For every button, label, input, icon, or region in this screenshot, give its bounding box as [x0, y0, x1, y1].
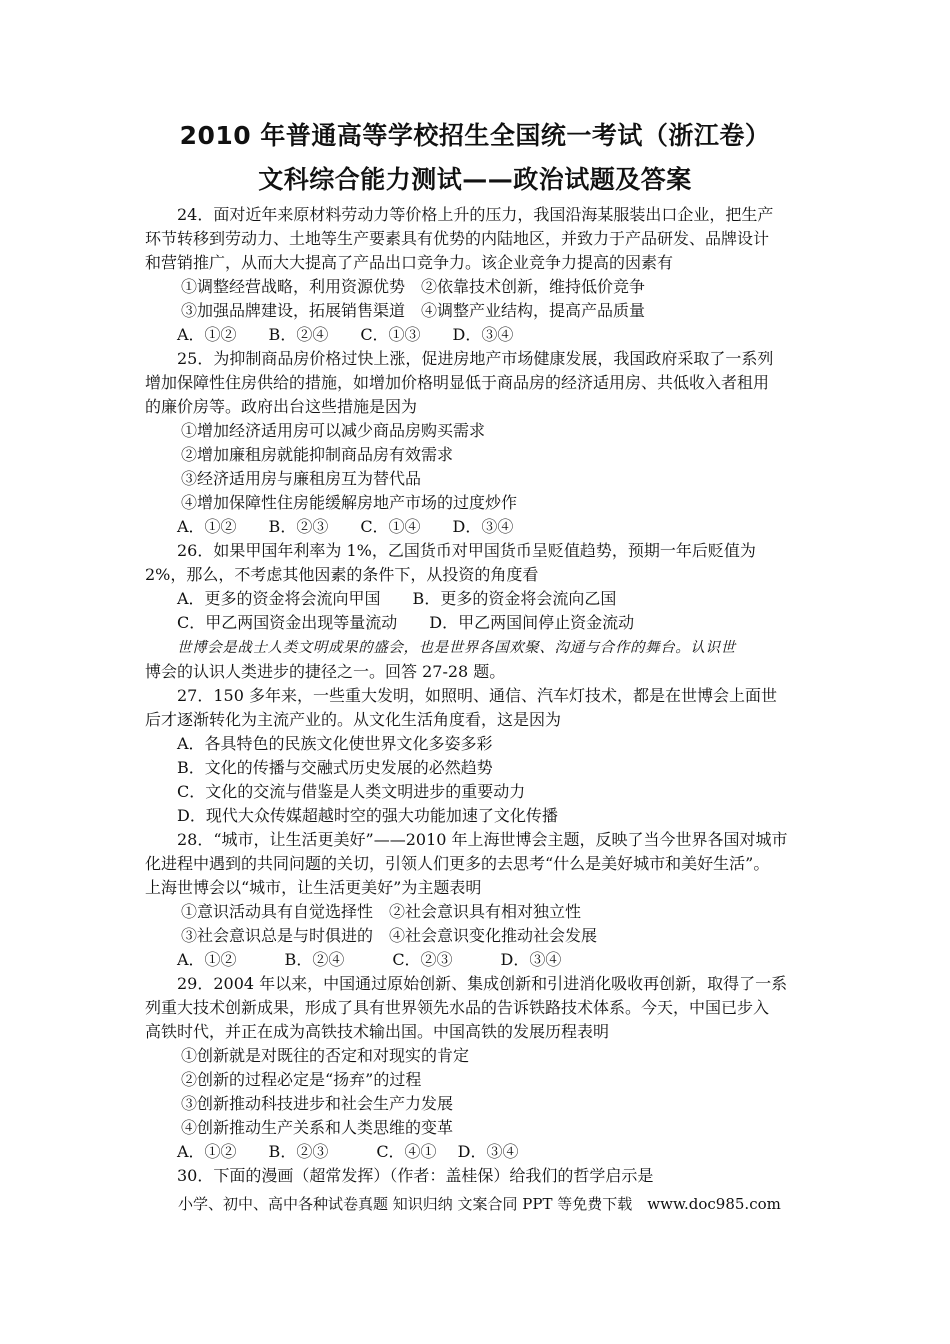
page-footer: 小学、初中、高中各种试卷真题 知识归纳 文案合同 PPT 等免费下载 www.doc985.com	[178, 1195, 781, 1213]
q26-stem: 2%，那么，不考虑其他因素的条件下，从投资的角度看	[145, 565, 539, 584]
q24-statement: ③加强品牌建设，拓展销售渠道 ④调整产业结构，提高产品质量	[181, 301, 646, 320]
q29-statement: ③创新推动科技进步和社会生产力发展	[181, 1094, 454, 1113]
q24-stem: 24．面对近年来原材料劳动力等价格上升的压力，我国沿海某服装出口企业，把生产	[177, 205, 774, 224]
q26-options: C．甲乙两国资金出现等量流动 D．甲乙两国间停止资金流动	[177, 613, 635, 632]
q26-options: A．更多的资金将会流向甲国 B．更多的资金将会流向乙国	[177, 589, 617, 608]
q29-stem: 列重大技术创新成果，形成了具有世界领先水品的告诉铁路技术体系。今天，中国已步入	[145, 998, 770, 1017]
q29-stem: 高铁时代，并正在成为高铁技术输出国。中国高铁的发展历程表明	[145, 1022, 610, 1041]
q28-options: A．①② B．②④ C．②③ D．③④	[177, 950, 562, 969]
q24-statement: ①调整经营战略，利用资源优势 ②依靠技术创新，维持低价竞争	[181, 277, 646, 296]
q27-option: D．现代大众传媒超越时空的强大功能加速了文化传播	[177, 806, 558, 825]
q27-stem: 27．150 多年来，一些重大发明，如照明、通信、汽车灯技术，都是在世博会上面世	[177, 686, 777, 705]
q25-statement: ③经济适用房与廉租房互为替代品	[181, 469, 422, 488]
q30-stem: 30．下面的漫画（超常发挥）（作者：盖桂保）给我们的哲学启示是	[177, 1166, 654, 1185]
q25-stem: 增加保障性住房供给的措施，如增加价格明显低于商品房的经济适用房、共低收入者租用	[145, 373, 770, 392]
q29-statement: ①创新就是对既往的否定和对现实的肯定	[181, 1046, 470, 1065]
q27-option: C．文化的交流与借鉴是人类文明进步的重要动力	[177, 782, 526, 801]
q25-options: A．①② B．②③ C．①④ D．③④	[177, 517, 514, 536]
q27-option: B．文化的传播与交融式历史发展的必然趋势	[177, 758, 493, 777]
document-subtitle: 文科综合能力测试——政治试题及答案	[258, 165, 692, 194]
q27-stem: 后才逐渐转化为主流产业的。从文化生活角度看，这是因为	[145, 710, 562, 729]
q28-stem: 化进程中遇到的共同问题的关切，引领人们更多的去思考“什么是美好城市和美好生活”。	[145, 854, 770, 873]
q25-statement: ②增加廉租房就能抑制商品房有效需求	[181, 445, 454, 464]
q26-stem: 26．如果甲国年利率为 1%，乙国货币对甲国货币呈贬值趋势，预期一年后贬值为	[177, 541, 756, 560]
q28-statement: ①意识活动具有自觉选择性 ②社会意识具有相对独立性	[181, 902, 582, 921]
document-title: 2010 年普通高等学校招生全国统一考试（浙江卷）	[179, 121, 771, 150]
material-passage: 博会的认识人类进步的捷径之一。回答 27-28 题。	[145, 662, 506, 681]
q28-statement: ③社会意识总是与时俱进的 ④社会意识变化推动社会发展	[181, 926, 598, 945]
q25-statement: ④增加保障性住房能缓解房地产市场的过度炒作	[181, 493, 518, 512]
q28-stem: 28．“城市，让生活更美好”——2010 年上海世博会主题，反映了当今世界各国对城市	[177, 830, 788, 849]
q25-statement: ①增加经济适用房可以减少商品房购买需求	[181, 421, 486, 440]
q28-stem: 上海世博会以“城市，让生活更美好”为主题表明	[145, 878, 482, 897]
q24-options: A．①② B．②④ C．①③ D．③④	[177, 325, 514, 344]
q29-statement: ②创新的过程必定是“扬弃”的过程	[181, 1070, 422, 1089]
q27-option: A．各具特色的民族文化使世界文化多姿多彩	[177, 734, 493, 753]
q24-stem: 环节转移到劳动力、土地等生产要素具有优势的内陆地区，并致力于产品研发、品牌设计	[145, 229, 770, 248]
q25-stem: 25．为抑制商品房价格过快上涨，促进房地产市场健康发展，我国政府采取了一系列	[177, 349, 774, 368]
material-passage: 世博会是战士人类文明成果的盛会，也是世界各国欢聚、沟通与合作的舞台。认识世	[177, 640, 736, 656]
q29-statement: ④创新推动生产关系和人类思维的变革	[181, 1118, 454, 1137]
q29-options: A．①② B．②③ C．④① D．③④	[177, 1142, 519, 1161]
q25-stem: 的廉价房等。政府出台这些措施是因为	[145, 397, 418, 416]
q29-stem: 29．2004 年以来，中国通过原始创新、集成创新和引进消化吸收再创新，取得了一系	[177, 974, 788, 993]
q24-stem: 和营销推广，从而大大提高了产品出口竞争力。该企业竞争力提高的因素有	[145, 253, 674, 272]
